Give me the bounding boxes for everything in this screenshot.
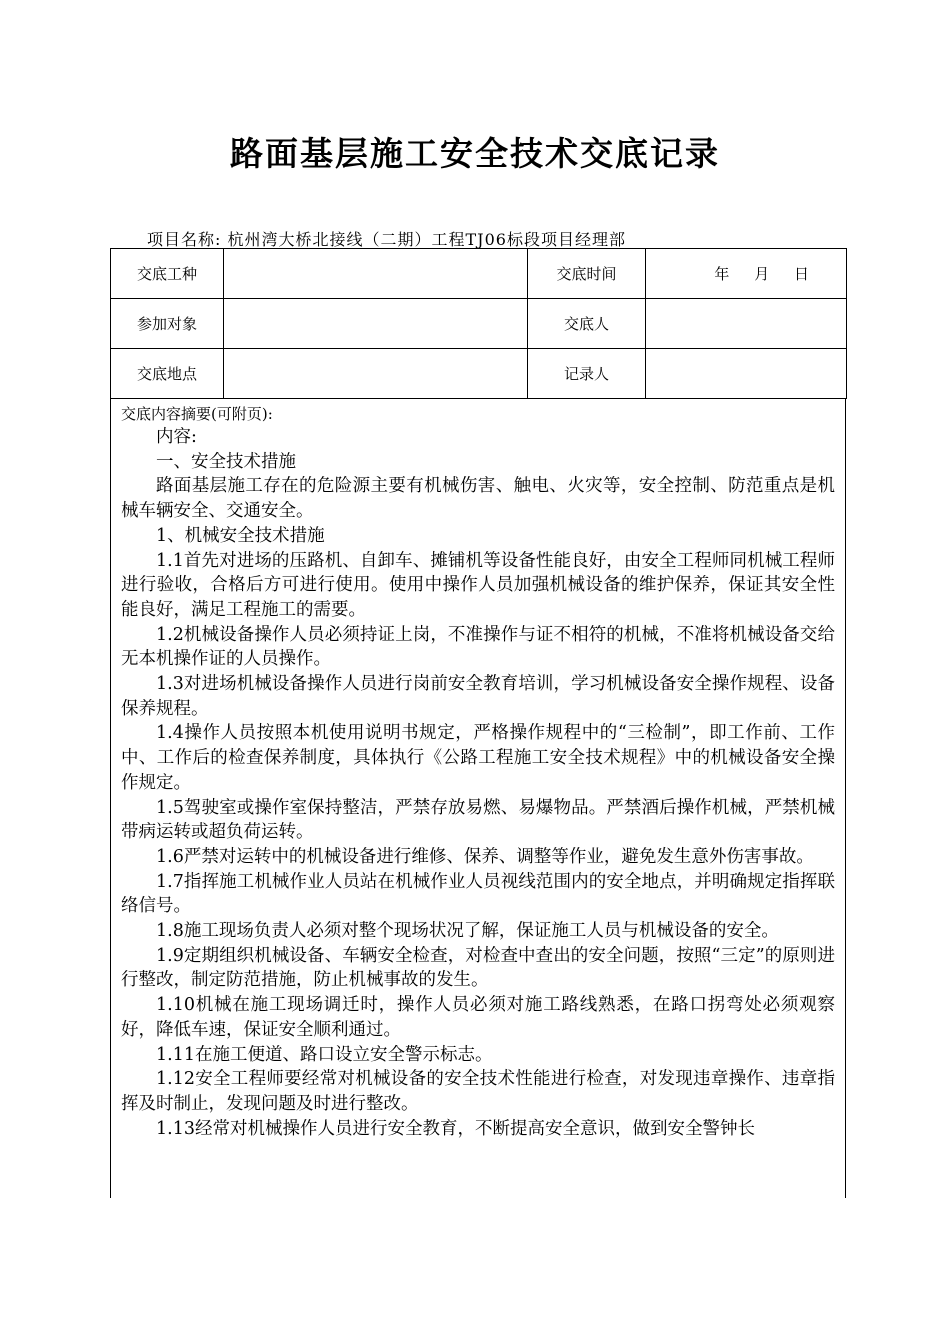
content-paragraph: 内容:: [156, 427, 197, 447]
project-label: 项目名称:: [147, 230, 222, 249]
document-title: 路面基层施工安全技术交底记录: [230, 134, 720, 173]
project-name: 杭州湾大桥北接线（二期）工程TJ06标段项目经理部: [227, 230, 626, 249]
project-line: [147, 227, 626, 250]
summary-label: 交底内容摘要(可附页):: [121, 405, 273, 423]
participants-label: 参加对象: [111, 299, 224, 349]
content-paragraph: 一、安全技术措施: [156, 451, 296, 472]
content-paragraph: 1.11在施工便道、路口设立安全警示标志。: [156, 1044, 493, 1065]
content-paragraph: 1.4操作人员按照本机使用说明书规定，严格操作规程中的“三检制”，即工作前、工作中、工作后的检查保养制度，具体执行《公路工程施工安全技术规程》中的机械设备安全操作规定。: [121, 723, 835, 793]
content-paragraph: 1.6严禁对运转中的机械设备进行维修、保养、调整等作业，避免发生意外伤害事故。: [156, 846, 814, 867]
content-paragraph: 1.10机械在施工现场调迁时，操作人员必须对施工路线熟悉，在路口拐弯处必须观察好，降低车速，保证安全顺利通过。: [121, 995, 835, 1040]
content-paragraph: 1.3对进场机械设备操作人员进行岗前安全教育培训，学习机械设备安全操作规程、设备保养规程。: [121, 674, 835, 719]
content-paragraph: 1.7指挥施工机械作业人员站在机械作业人员视线范围内的安全地点，并明确规定指挥联络信号。: [121, 871, 835, 917]
trade-value: [224, 249, 528, 299]
year-label: 年: [714, 265, 731, 283]
content-paragraph: 路面基层施工存在的危险源主要有机械伤害、触电、火灾等，安全控制、防范重点是机械车辆安全、交通安全。: [121, 476, 835, 522]
info-row-location: [111, 349, 847, 399]
content-paragraph: 1.5驾驶室或操作室保持整洁，严禁存放易燃、易爆物品。严禁酒后操作机械，严禁机械带病运转或超负荷运转。: [121, 797, 835, 843]
content-paragraph: 1.2机械设备操作人员必须持证上岗，不准操作与证不相符的机械，不准将机械设备交给无本机操作证的人员操作。: [121, 624, 835, 670]
content-paragraph: 1.1首先对进场的压路机、自卸车、摊铺机等设备性能良好，由安全工程师同机械工程师进行验收，合格后方可进行使用。使用中操作人员加强机械设备的维护保养，保证其安全性能良好，满足工程施工的需要。: [121, 550, 835, 620]
info-row-trade: [111, 249, 847, 299]
content-box: [110, 398, 846, 1198]
time-value: [646, 249, 847, 299]
presenter-label: 交底人: [528, 299, 646, 349]
info-table: [110, 248, 847, 399]
recorder-label: 记录人: [528, 349, 646, 399]
location-value: [224, 349, 528, 399]
location-label: 交底地点: [111, 349, 224, 399]
day-label: 日: [793, 265, 810, 283]
participants-value: [224, 299, 528, 349]
content-paragraph: 1.9定期组织机械设备、车辆安全检查，对检查中查出的安全问题，按照“三定”的原则进行整改，制定防范措施，防止机械事故的发生。: [121, 945, 835, 991]
content-paragraph: 1、机械安全技术措施: [156, 525, 325, 546]
recorder-value: [646, 349, 847, 399]
content-paragraph: 1.12安全工程师要经常对机械设备的安全技术性能进行检查，对发现违章操作、违章指挥及时制止，发现问题及时进行整改。: [121, 1069, 835, 1114]
month-label: 月: [754, 265, 771, 283]
time-label: 交底时间: [528, 249, 646, 299]
content-paragraph: 1.8施工现场负责人必须对整个现场状况了解，保证施工人员与机械设备的安全。: [156, 921, 779, 942]
info-row-participants: [111, 299, 847, 349]
content-paragraph: 1.13经常对机械操作人员进行安全教育，不断提高安全意识，做到安全警钟长: [156, 1118, 755, 1139]
presenter-value: [646, 299, 847, 349]
trade-label: 交底工种: [111, 249, 224, 299]
